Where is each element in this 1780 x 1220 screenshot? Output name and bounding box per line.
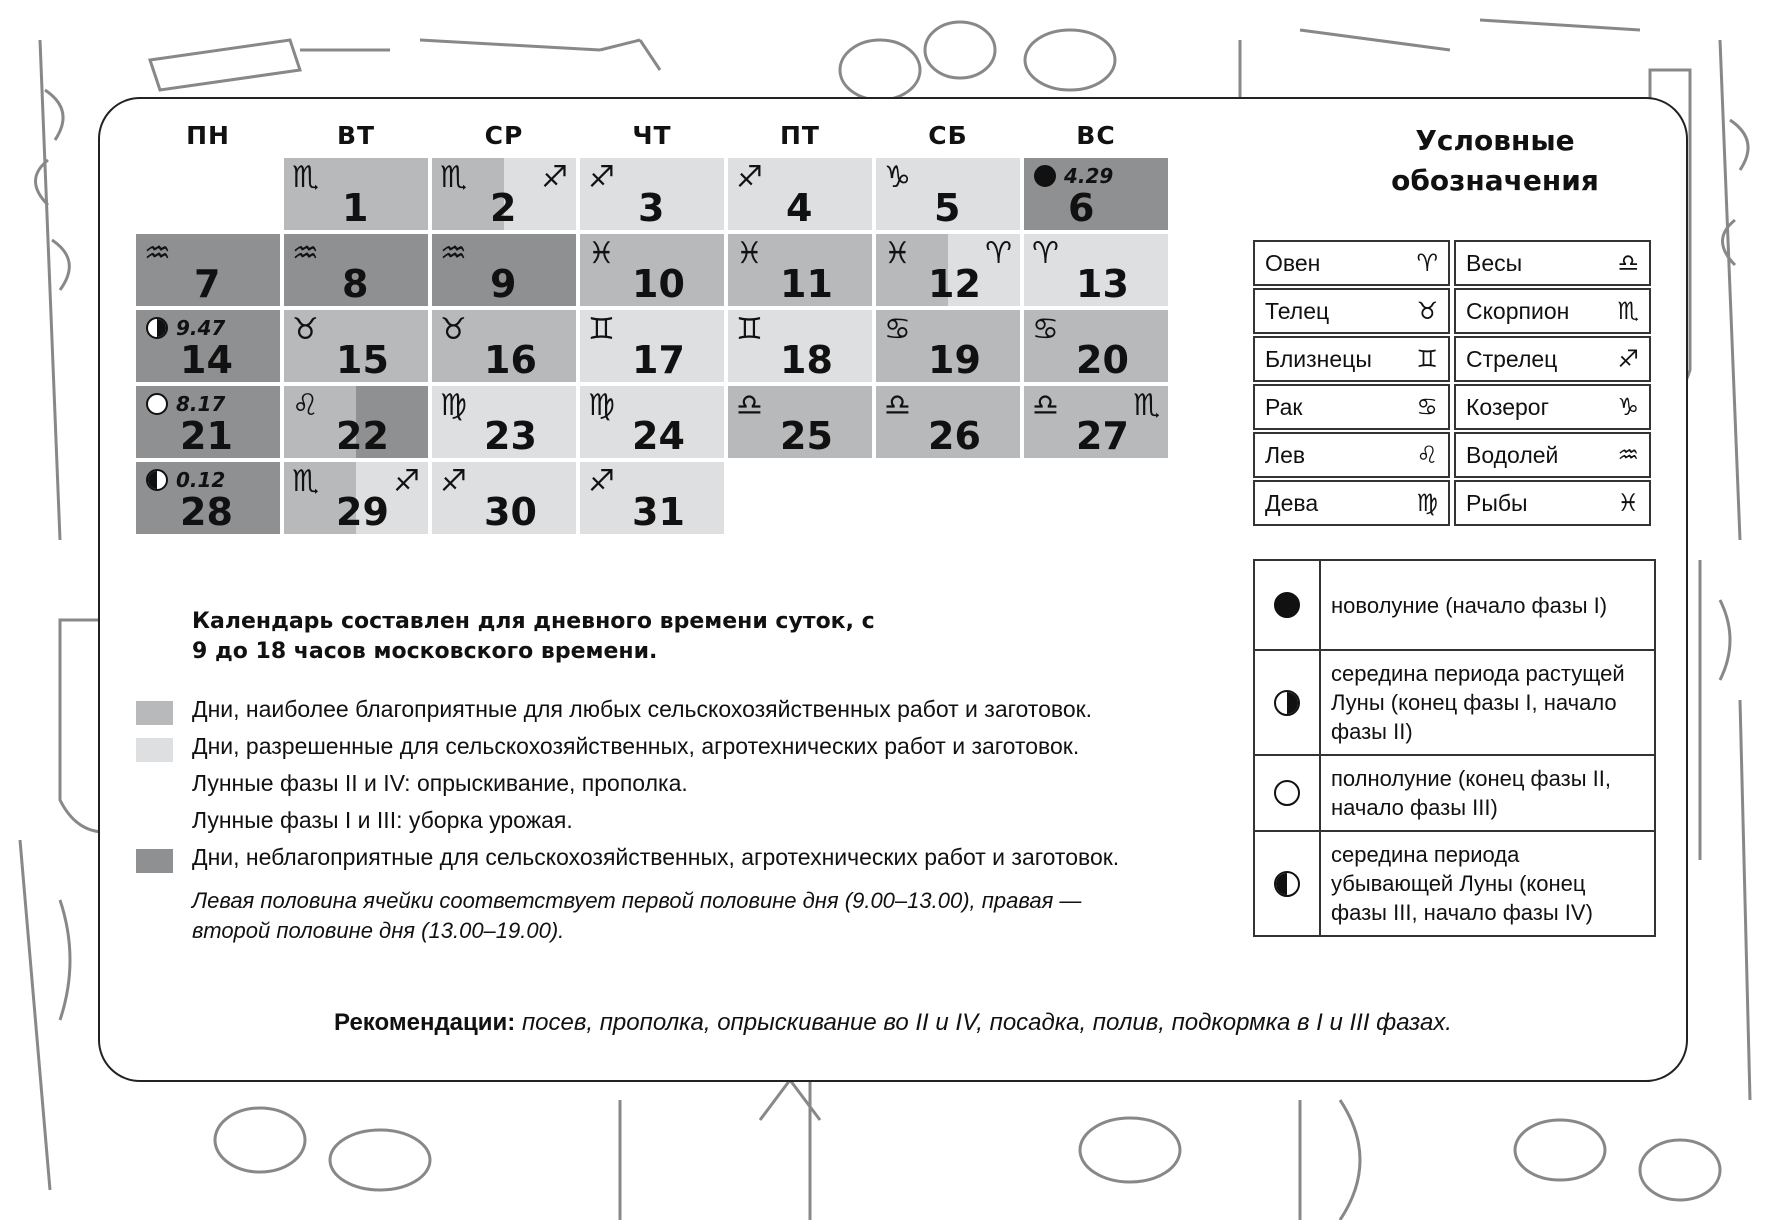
zodiac-legend-row: [1454, 288, 1651, 334]
day-cell: [284, 158, 428, 230]
phase-time: 8.17: [176, 392, 226, 416]
day-number: 13: [1076, 262, 1129, 306]
week-row: [136, 386, 1168, 458]
day-number: 23: [484, 414, 537, 458]
moon-phase-description: полнолуние (конец фазы II, начало фазы III): [1331, 766, 1611, 820]
recommendations-label: Рекомендации:: [334, 1009, 516, 1036]
zodiac-sign-icon: ♓: [736, 236, 763, 271]
zodiac-legend-row: [1454, 432, 1651, 478]
moon-phase-icon: [1274, 780, 1300, 806]
zodiac-symbol-icon: ♈: [1416, 249, 1438, 277]
day-cell: [580, 462, 724, 534]
day-cell: [432, 462, 576, 534]
day-number: 12: [928, 262, 981, 306]
day-number: 1: [342, 186, 369, 230]
day-cell: [876, 158, 1020, 230]
moon-phase-icon: [1274, 592, 1300, 618]
zodiac-sign-icon: ♎: [1032, 388, 1059, 423]
day-number: 4: [786, 186, 813, 230]
day-cell: [1024, 158, 1168, 230]
zodiac-sign-icon: ♌: [292, 388, 319, 423]
legend-text: Дни, разрешенные для сельскохозяйственных, агротехнических работ и заготовок.: [192, 733, 1080, 759]
day-cell: [580, 158, 724, 230]
cell-half-note: Левая половина ячейки соответствует первой половине дня (9.00–13.00), правая — второй половине дня (13.00–19.00).: [192, 888, 1082, 943]
zodiac-name: Лев: [1265, 441, 1306, 468]
zodiac-symbol-icon: ♌: [1416, 441, 1438, 469]
zodiac-symbol-icon: ♏: [1617, 297, 1639, 325]
day-number: 15: [336, 338, 389, 382]
zodiac-symbol-icon: ♐: [1617, 345, 1639, 373]
day-cell: [136, 462, 280, 534]
day-cell: [284, 234, 428, 306]
zodiac-sign-icon: ♐: [440, 464, 467, 499]
day-cell: [728, 310, 872, 382]
recommendations-text: посев, прополка, опрыскивание во II и IV, посадка, полив, подкормка в I и III фазах.: [521, 1009, 1452, 1036]
day-cell: [876, 310, 1020, 382]
day-cell: [284, 310, 428, 382]
zodiac-sign-icon: ♎: [884, 388, 911, 423]
zodiac-symbol-icon: ♍: [1416, 489, 1438, 517]
moon-phase-icon: [1274, 871, 1300, 897]
weekday-header-row: [136, 121, 1168, 150]
day-cell: [876, 234, 1020, 306]
day-number: 20: [1076, 338, 1129, 382]
zodiac-column-right: [1454, 240, 1651, 528]
zodiac-symbol-icon: ♒: [1617, 441, 1639, 469]
day-cell: [728, 234, 872, 306]
moon-phase-icon-cell: [1255, 561, 1321, 649]
zodiac-sign-icon: ♍: [588, 388, 615, 423]
zodiac-name: Водолей: [1466, 441, 1559, 468]
day-number: 8: [342, 262, 369, 306]
calendar-card: [98, 97, 1688, 1082]
zodiac-sign-icon: ♐: [588, 160, 615, 195]
week-row: [136, 462, 1168, 534]
zodiac-sign-icon: ♏: [440, 160, 467, 195]
day-number: 17: [632, 338, 685, 382]
moon-phase-marker: [146, 392, 225, 416]
day-cell: [432, 386, 576, 458]
moon-phase-row: [1255, 561, 1654, 651]
moon-phase-icon: [146, 469, 168, 491]
week-row: [136, 158, 1168, 230]
day-cell: [284, 462, 428, 534]
zodiac-sign-icon: ♐: [393, 464, 420, 499]
color-swatch: [136, 738, 173, 762]
zodiac-sign-icon: ♏: [1133, 388, 1160, 423]
day-cell: [284, 386, 428, 458]
day-number: 5: [934, 186, 961, 230]
week-row: [136, 310, 1168, 382]
zodiac-sign-icon: ♐: [541, 160, 568, 195]
zodiac-column-left: [1253, 240, 1450, 528]
moon-phase-icon-cell: [1255, 832, 1321, 935]
zodiac-name: Телец: [1265, 297, 1330, 324]
legend-text: Лунные фазы II и IV: опрыскивание, прополка.: [192, 770, 688, 796]
zodiac-name: Козерог: [1466, 393, 1549, 420]
lunar-calendar-grid: [136, 121, 1168, 538]
zodiac-sign-icon: ♓: [884, 236, 911, 271]
phase-time: 9.47: [176, 316, 226, 340]
moon-phase-row: [1255, 832, 1654, 935]
moon-phase-row: [1255, 651, 1654, 756]
color-swatch: [136, 849, 173, 873]
moon-phase-legend-table: [1253, 559, 1656, 937]
color-swatch: [136, 701, 173, 725]
zodiac-name: Дева: [1265, 489, 1319, 516]
moon-phase-icon-cell: [1255, 756, 1321, 830]
legend-item: [136, 839, 1119, 876]
zodiac-sign-icon: ♐: [588, 464, 615, 499]
legend-text: Дни, наиболее благоприятные для любых сельскохозяйственных работ и заготовок.: [192, 696, 1093, 722]
day-cell: [136, 386, 280, 458]
zodiac-sign-icon: ♈: [1032, 236, 1059, 271]
empty-cell: [728, 462, 872, 534]
zodiac-legend-row: [1253, 432, 1450, 478]
legend-item: [136, 691, 1119, 728]
weekday-label: СР: [484, 121, 524, 150]
moon-phase-icon-cell: [1255, 651, 1321, 754]
day-number: 29: [336, 490, 389, 534]
zodiac-symbol-icon: ♎: [1617, 249, 1639, 277]
zodiac-name: Весы: [1466, 249, 1523, 276]
legend-text: Лунные фазы I и III: уборка урожая.: [192, 807, 573, 833]
day-cell: [1024, 234, 1168, 306]
zodiac-sign-icon: ♐: [736, 160, 763, 195]
zodiac-sign-icon: ♒: [144, 236, 171, 271]
zodiac-symbol-icon: ♓: [1617, 489, 1639, 517]
weekday-label: ЧТ: [632, 121, 672, 150]
zodiac-sign-icon: ♉: [292, 312, 319, 347]
day-number: 19: [928, 338, 981, 382]
legend-item: [136, 765, 1119, 802]
moon-phase-icon: [1274, 690, 1300, 716]
zodiac-sign-icon: ♈: [985, 236, 1012, 271]
zodiac-legend-row: [1253, 384, 1450, 430]
moon-phase-row: [1255, 756, 1654, 832]
empty-cell: [136, 158, 280, 230]
week-row: [136, 234, 1168, 306]
moon-phase-description: середина периода растущей Луны (конец фазы I, начало фазы II): [1331, 661, 1625, 744]
zodiac-sign-icon: ♊: [588, 312, 615, 347]
weekday-label: ВТ: [336, 121, 376, 150]
zodiac-name: Рыбы: [1466, 489, 1528, 516]
moon-phase-icon: [146, 317, 168, 339]
zodiac-sign-icon: ♒: [292, 236, 319, 271]
day-type-legend: [136, 691, 1119, 876]
phase-time: 4.29: [1064, 164, 1114, 188]
day-cell: [728, 386, 872, 458]
day-cell: [1024, 386, 1168, 458]
zodiac-sign-icon: ♏: [292, 160, 319, 195]
day-number: 16: [484, 338, 537, 382]
day-cell: [432, 158, 576, 230]
zodiac-name: Стрелец: [1466, 345, 1558, 372]
day-number: 10: [632, 262, 685, 306]
zodiac-sign-icon: ♓: [588, 236, 615, 271]
day-number: 27: [1076, 414, 1129, 458]
day-number: 31: [632, 490, 685, 534]
moon-phase-icon: [146, 393, 168, 415]
day-cell: [580, 310, 724, 382]
day-number: 21: [180, 414, 233, 458]
day-number: 25: [780, 414, 833, 458]
day-cell: [1024, 310, 1168, 382]
zodiac-symbol-icon: ♋: [1416, 393, 1438, 421]
moon-phase-description: новолуние (начало фазы I): [1331, 592, 1608, 618]
day-number: 30: [484, 490, 537, 534]
day-cell: [136, 234, 280, 306]
day-number: 18: [780, 338, 833, 382]
day-cell: [876, 386, 1020, 458]
zodiac-sign-icon: ♎: [736, 388, 763, 423]
day-cell: [136, 310, 280, 382]
day-cell: [580, 234, 724, 306]
day-cell: [728, 158, 872, 230]
day-number: 6: [1068, 186, 1095, 230]
zodiac-legend-row: [1454, 480, 1651, 526]
zodiac-sign-icon: ♉: [440, 312, 467, 347]
day-cell: [580, 386, 724, 458]
moon-phase-marker: [146, 316, 225, 340]
zodiac-legend-row: [1253, 240, 1450, 286]
weekday-label: СБ: [928, 121, 968, 150]
zodiac-name: Близнецы: [1265, 345, 1372, 372]
time-note: Календарь составлен для дневного времени суток, с 9 до 18 часов московского времени.: [192, 609, 875, 664]
day-number: 3: [638, 186, 665, 230]
day-number: 11: [780, 262, 833, 306]
weekday-label: ВС: [1076, 121, 1116, 150]
legend-text: Дни, неблагоприятные для сельскохозяйственных, агротехнических работ и заготовок.: [192, 844, 1120, 870]
zodiac-name: Овен: [1265, 249, 1321, 276]
legend-item: [136, 728, 1119, 765]
zodiac-sign-icon: ♍: [440, 388, 467, 423]
zodiac-legend-row: [1253, 288, 1450, 334]
zodiac-sign-icon: ♋: [884, 312, 911, 347]
empty-cell: [876, 462, 1020, 534]
zodiac-symbol-icon: ♉: [1416, 297, 1438, 325]
zodiac-sign-icon: ♊: [736, 312, 763, 347]
day-number: 14: [180, 338, 233, 382]
day-number: 7: [194, 262, 221, 306]
phase-time: 0.12: [176, 468, 226, 492]
zodiac-legend-row: [1253, 480, 1450, 526]
zodiac-symbol-icon: ♊: [1416, 345, 1438, 373]
zodiac-legend-row: [1454, 384, 1651, 430]
day-number: 2: [490, 186, 517, 230]
zodiac-name: Рак: [1265, 393, 1303, 420]
zodiac-legend-table: [1253, 240, 1651, 528]
zodiac-sign-icon: ♑: [884, 160, 911, 195]
weekday-label: ПН: [186, 121, 230, 150]
day-cell: [432, 310, 576, 382]
legend-item: [136, 802, 1119, 839]
day-number: 24: [632, 414, 685, 458]
zodiac-sign-icon: ♋: [1032, 312, 1059, 347]
day-cell: [432, 234, 576, 306]
zodiac-sign-icon: ♒: [440, 236, 467, 271]
empty-cell: [1024, 462, 1168, 534]
moon-phase-description: середина периода убывающей Луны (конец фазы III, начало фазы IV): [1331, 842, 1593, 925]
day-number: 26: [928, 414, 981, 458]
zodiac-legend-row: [1454, 240, 1651, 286]
legend-title: Условные обозначения: [1391, 124, 1599, 197]
zodiac-sign-icon: ♏: [292, 464, 319, 499]
day-number: 9: [490, 262, 517, 306]
weekday-label: ПТ: [780, 121, 820, 150]
moon-phase-marker: [1034, 164, 1113, 188]
zodiac-name: Скорпион: [1466, 297, 1570, 324]
recommendations: [100, 1009, 1686, 1037]
zodiac-legend-row: [1454, 336, 1651, 382]
zodiac-symbol-icon: ♑: [1617, 393, 1639, 421]
zodiac-legend-row: [1253, 336, 1450, 382]
day-number: 28: [180, 490, 233, 534]
moon-phase-marker: [146, 468, 225, 492]
moon-phase-icon: [1034, 165, 1056, 187]
day-number: 22: [336, 414, 389, 458]
